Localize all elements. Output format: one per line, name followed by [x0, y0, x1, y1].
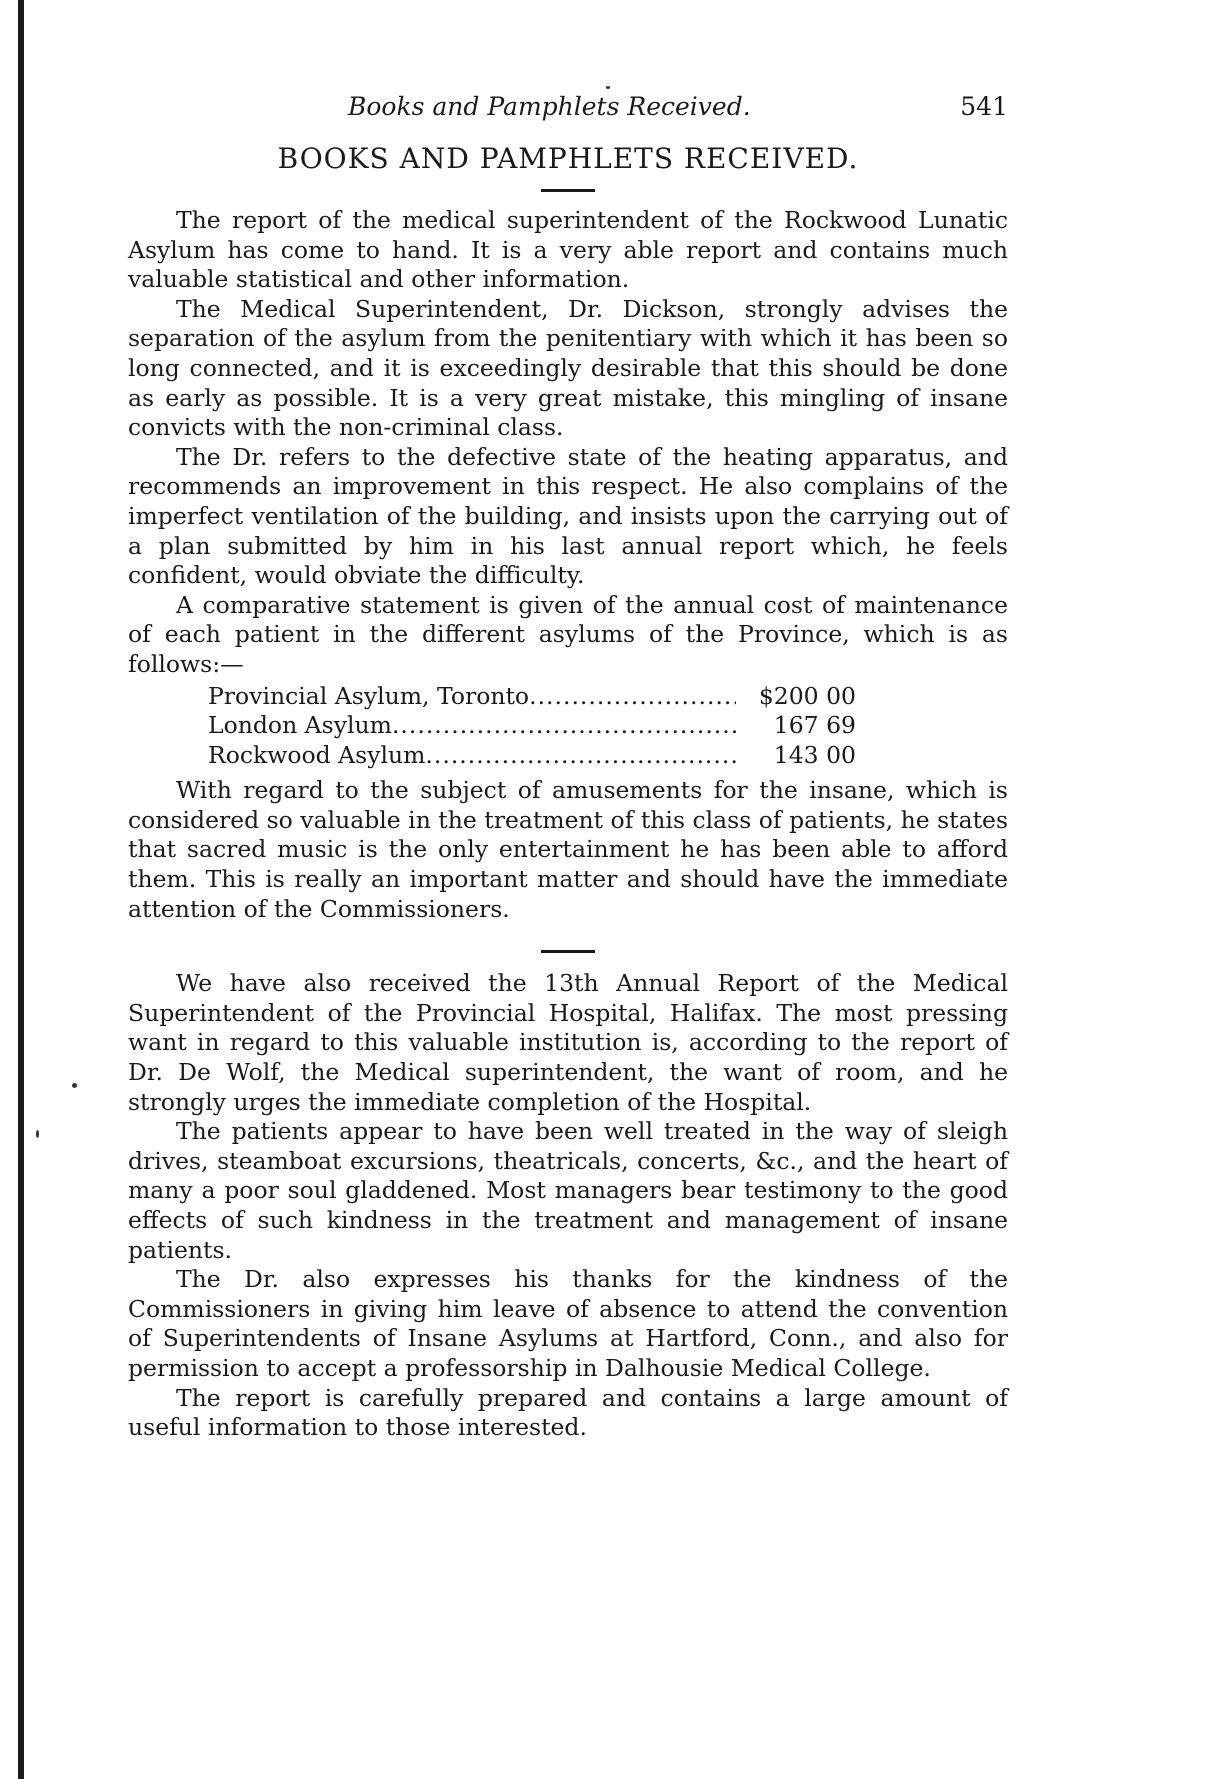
paragraph: With regard to the subject of amusements for the insane, which is considered so valuable in the treatment of this class of patients, he states that sacred music is the only entertainment he has been able to afford them. This is really an important matter and should have the immediate attention of the Commissioners. — [128, 776, 1009, 923]
paragraph: The Dr. refers to the defective state of the heating apparatus, and recommends an improvement in this respect. He also complains of the imperfect ventilation of the building, and insists upon the carrying out of a plan submitted by him in his last annual report which, he feels confident, would obviate the difficulty. — [128, 442, 1008, 590]
cost-amount: 167 69 — [773, 711, 856, 740]
cost-row — [208, 682, 856, 712]
dot-leader — [529, 682, 736, 712]
asylum-name: Rockwood Asylum — [208, 740, 426, 769]
paragraph: A comparative statement is given of the annual cost of maintenance of each patient in the different asylums of the Province, which is as follows:— — [128, 590, 1008, 678]
asylum-name: Provincial Asylum, Toronto — [208, 681, 530, 710]
scan-speck — [606, 86, 610, 89]
scan-speck — [36, 1130, 39, 1138]
paragraph: We have also received the 13th Annual Report of the Medical Superintendent of the Provincial Hospital, Halifax. The most pressing want in regard to this valuable institution is, according to the report of Dr. De Wolf, the Medical superintendent, the want of room, and he strongly urges the immediate completion of the Hospital. — [128, 969, 1008, 1116]
paragraph: The report is carefully prepared and contains a large amount of useful information to those interested. — [128, 1383, 1008, 1442]
paragraph: The Dr. also expresses his thanks for the kindness of the Commissioners in giving him leave of absence to attend the convention of Superintendents of Insane Asylums at Hartford, Conn., and also for permission to accept a professorship in Dalhousie Medical College. — [128, 1265, 1008, 1382]
section-rule — [541, 950, 595, 953]
running-head — [128, 92, 1008, 132]
paragraph: The report of the medical superintendent of the Rockwood Lunatic Asylum has come to hand. It is a very able report and contains much valuable statistical and other information. — [128, 206, 1008, 294]
dot-leader — [425, 741, 736, 771]
cost-table — [208, 682, 856, 771]
page — [128, 92, 1008, 1443]
asylum-name: London Asylum — [208, 711, 392, 740]
scan-edge — [18, 0, 24, 1779]
section-title: BOOKS AND PAMPHLETS RECEIVED. — [277, 142, 859, 175]
paragraph: The patients appear to have been well treated in the way of sleigh drives, steamboat excursions, theatricals, concerts, &c., and the heart of many a poor soul gladdened. Most managers bear testimony to the good effects of such kindness in the treatment and management of insane patients. — [128, 1117, 1008, 1264]
page-number: 541 — [960, 92, 1008, 121]
cost-row — [208, 741, 856, 771]
title-rule — [541, 189, 595, 192]
running-head-title: Books and Pamphlets Received. — [348, 92, 751, 121]
cost-amount: 143 00 — [773, 740, 856, 769]
scan-speck — [72, 1083, 77, 1088]
dot-leader — [392, 711, 736, 741]
cost-row — [208, 711, 856, 741]
paragraph: The Medical Superintendent, Dr. Dickson, strongly advises the separation of the asylum from the penitentiary with which it has been so long connected, and it is exceedingly desirable that this should be done as early as possible. It is a very great mistake, this mingling of insane convicts with the non-criminal class. — [128, 294, 1008, 442]
cost-amount: $200 00 — [758, 681, 856, 710]
